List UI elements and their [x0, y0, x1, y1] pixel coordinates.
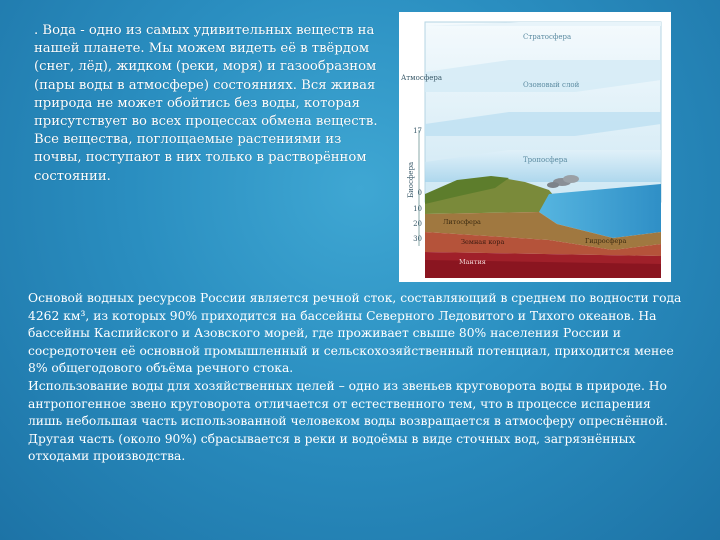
label-mantle: Мантия	[459, 258, 486, 266]
label-troposphere: Тропосфера	[523, 156, 568, 164]
label-biosphere: Биосфера	[407, 161, 415, 198]
biosphere-diagram	[399, 12, 671, 282]
paragraph-water-usage: Использование воды для хозяйственных целей – одно из звеньев круговорота воды в природе. Но антропогенное звено круговорота отличается от естественного тем, что в процессе испарения лишь небольшая часть использованной человеком воды возвращается в атмосферу опреснённой. Другая часть (около 90%) сбрасывается в реки и водоёмы в виде сточных вод, загрязнённых отходами производства.	[28, 378, 668, 464]
label-hydrosphere: Гидросфера	[585, 237, 627, 245]
label-ozone-layer: Озоновый слой	[523, 81, 580, 89]
biosphere-diagram-svg	[399, 12, 671, 282]
scale-17: 17	[413, 127, 422, 135]
scale-10: 10	[413, 205, 422, 213]
paragraph-water-resources: Основой водных ресурсов России является речной сток, составляющий в среднем по водности года 4262 км³, из которых 90% приходится на бассейны Северного Ледовитого и Тихого океанов. На бассейны Каспийского и Азовского морей, где проживает свыше 80% населения России и сосредоточен её основной промышленный и сельскохозяйственный потенциал, приходится менее 8% общегодового объёма речного стока.	[28, 291, 682, 376]
scale-30: 30	[413, 235, 422, 243]
label-stratosphere: Стратосфера	[523, 33, 572, 41]
scale-20: 20	[413, 220, 422, 228]
label-atmosphere: Атмосфера	[401, 74, 443, 82]
scale-0: 0	[417, 189, 422, 197]
label-lithosphere: Литосфера	[443, 218, 481, 226]
label-earth-crust: Земная кора	[461, 238, 505, 246]
intro-paragraph: . Вода - одно из самых удивительных веществ на нашей планете. Мы можем видеть её в твёрдом (снег, лёд), жидком (реки, моря) и газообразном (пары воды в атмосфере) состояниях. Вся живая природа не может обойтись без воды, которая присутствует во всех процессах обмена веществ. Все вещества, поглощаемые растениями из почвы, поступают в них только в растворённом состоянии.	[34, 23, 378, 184]
body-text	[28, 290, 688, 466]
